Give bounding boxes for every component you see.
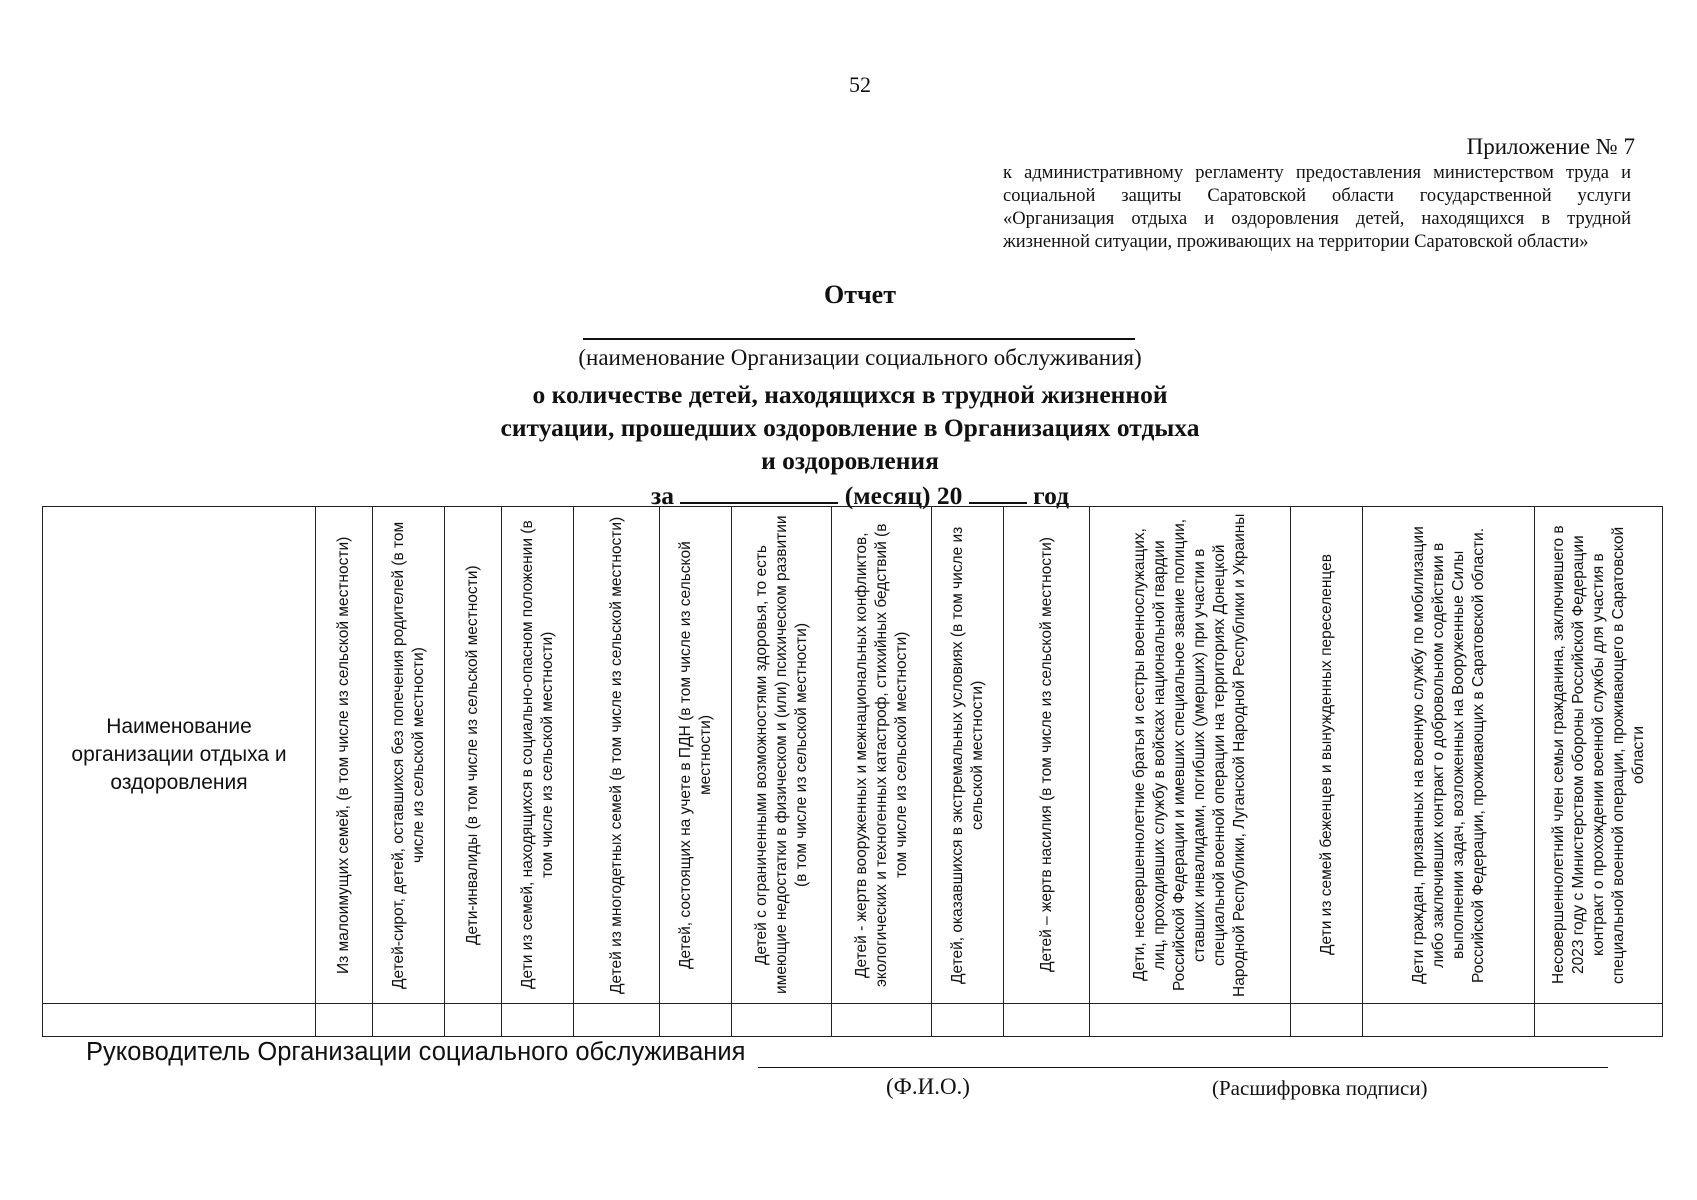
organization-name-line[interactable]: [583, 338, 1135, 340]
header-cell: [1363, 507, 1535, 1004]
table-cell[interactable]: [1291, 1004, 1363, 1037]
table-cell[interactable]: [832, 1004, 932, 1037]
header-cell: [732, 507, 832, 1004]
header-cell: [832, 507, 932, 1004]
header-label: Детей-сирот, детей, оставшихся без попечения родителей (в том числе из сельской местности): [389, 521, 427, 989]
header-cell: [932, 507, 1004, 1004]
header-cell: [660, 507, 732, 1004]
period-prefix: за: [650, 481, 674, 510]
fio-caption: (Ф.И.О.): [886, 1074, 970, 1099]
header-label: Детей - жертв вооруженных и межнациональных конфликтов, экологических и техногенных катастроф, стихийных бедствий (в том числе из сельской местности): [852, 523, 910, 987]
table-cell[interactable]: [43, 1004, 316, 1037]
header-label: Детей из многодетных семей (в том числе из сельской местности): [607, 516, 625, 994]
table-cell[interactable]: [316, 1004, 373, 1037]
month-label: (месяц) 20: [844, 481, 963, 510]
header-label: Дети граждан, призванных на военную службу по мобилизации либо заключивших контракт о добровольном содействии в выполнении задач, возложенных на Вооруженные Силы Российской Федерации, проживающих в Саратовской области.: [1409, 526, 1487, 984]
table-cell[interactable]: [373, 1004, 445, 1037]
subtitle-line: и оздоровления: [761, 446, 939, 475]
header-label: Дети-инвалиды (в том числе из сельской местности): [464, 565, 481, 945]
report-table: [42, 506, 1663, 1037]
header-cell: [1004, 507, 1090, 1004]
header-label: Дети из семей, находящихся в социально-опасном положении (в том числе из сельской местности): [518, 520, 556, 990]
appendix-title: Приложение № 7: [1466, 134, 1635, 159]
signature-line[interactable]: [758, 1067, 1608, 1068]
header-label: Детей, оказавшихся в экстремальных условиях (в том числе из сельской местности): [948, 526, 986, 984]
header-label: Дети, несовершеннолетние братья и сестры военнослужащих, лиц, проходивших службу в войсках национальной гвардии Российской Федерации и имевших специальное звание полиции, ставших инвалидами, погибших (умерших) при участии в специальной военной операции на территориях Донецкой Народной Республики, Луганской Народной Республики и Украины: [1131, 513, 1248, 997]
table-cell[interactable]: [445, 1004, 502, 1037]
signature-decode-caption: (Расшифровка подписи): [1212, 1076, 1428, 1100]
table-cell[interactable]: [1004, 1004, 1090, 1037]
signature-label: Руководитель Организации социального обслуживания: [86, 1038, 746, 1066]
table-cell[interactable]: [1363, 1004, 1535, 1037]
table-cell[interactable]: [574, 1004, 660, 1037]
header-label: Детей – жертв насилия (в том числе из сельской местности): [1037, 537, 1055, 973]
report-title: Отчет: [824, 280, 896, 309]
table-cell[interactable]: [732, 1004, 832, 1037]
table-cell[interactable]: [1535, 1004, 1663, 1037]
table-cell[interactable]: [932, 1004, 1004, 1037]
header-cell: [502, 507, 574, 1004]
month-blank[interactable]: [680, 476, 838, 504]
subtitle-line: ситуации, прошедших оздоровление в Организациях отдыха: [500, 413, 1200, 442]
header-cell: [316, 507, 373, 1004]
header-cell: [373, 507, 445, 1004]
header-label: Несовершеннолетний член семьи гражданина, заключившего в 2023 году с Министерством обороны Российской Федерации контракт о прохождении военной службы для участия в специальной военной операции, проживающего в Саратовской области: [1549, 525, 1647, 985]
header-cell: [574, 507, 660, 1004]
header-cell: [1090, 507, 1291, 1004]
organization-caption: (наименование Организации социального обслуживания): [578, 345, 1142, 370]
year-label: год: [1033, 481, 1070, 510]
header-cell: [1535, 507, 1663, 1004]
appendix-text: к административному регламенту предоставления министерством труда и социальной защиты Саратовской области государственной услуги «Организация отдыха и оздоровления детей, находящихся в трудной жизненной ситуации, проживающих на территории Саратовской области»: [1003, 163, 1631, 252]
report-subtitle: [0, 378, 1697, 477]
header-label: Дети из семей беженцев и вынужденных переселенцев: [1317, 554, 1335, 956]
header-label: Из малоимущих семей, (в том числе из сельской местности): [335, 536, 352, 974]
header-cell: [1291, 507, 1363, 1004]
header-label: Детей с ограниченными возможностями здоровья, то есть имеющие недостатки в физическом и (или) психическом развитии (в том числе из сельской местности): [752, 515, 810, 995]
table-cell[interactable]: [502, 1004, 574, 1037]
header-label: Детей, состоящих на учете в ПДН (в том числе из сельской местности): [676, 541, 714, 969]
table-cell[interactable]: [1090, 1004, 1291, 1037]
table-header-row: [43, 507, 1663, 1004]
page-number: 52: [849, 72, 871, 97]
header-cell-organization: Наименование организации отдыха и оздоровления: [43, 507, 316, 1004]
table-cell[interactable]: [660, 1004, 732, 1037]
subtitle-line: о количестве детей, находящихся в трудной жизненной: [532, 380, 1168, 409]
year-blank[interactable]: [969, 476, 1027, 504]
table-row: [43, 1004, 1663, 1037]
header-cell: [445, 507, 502, 1004]
